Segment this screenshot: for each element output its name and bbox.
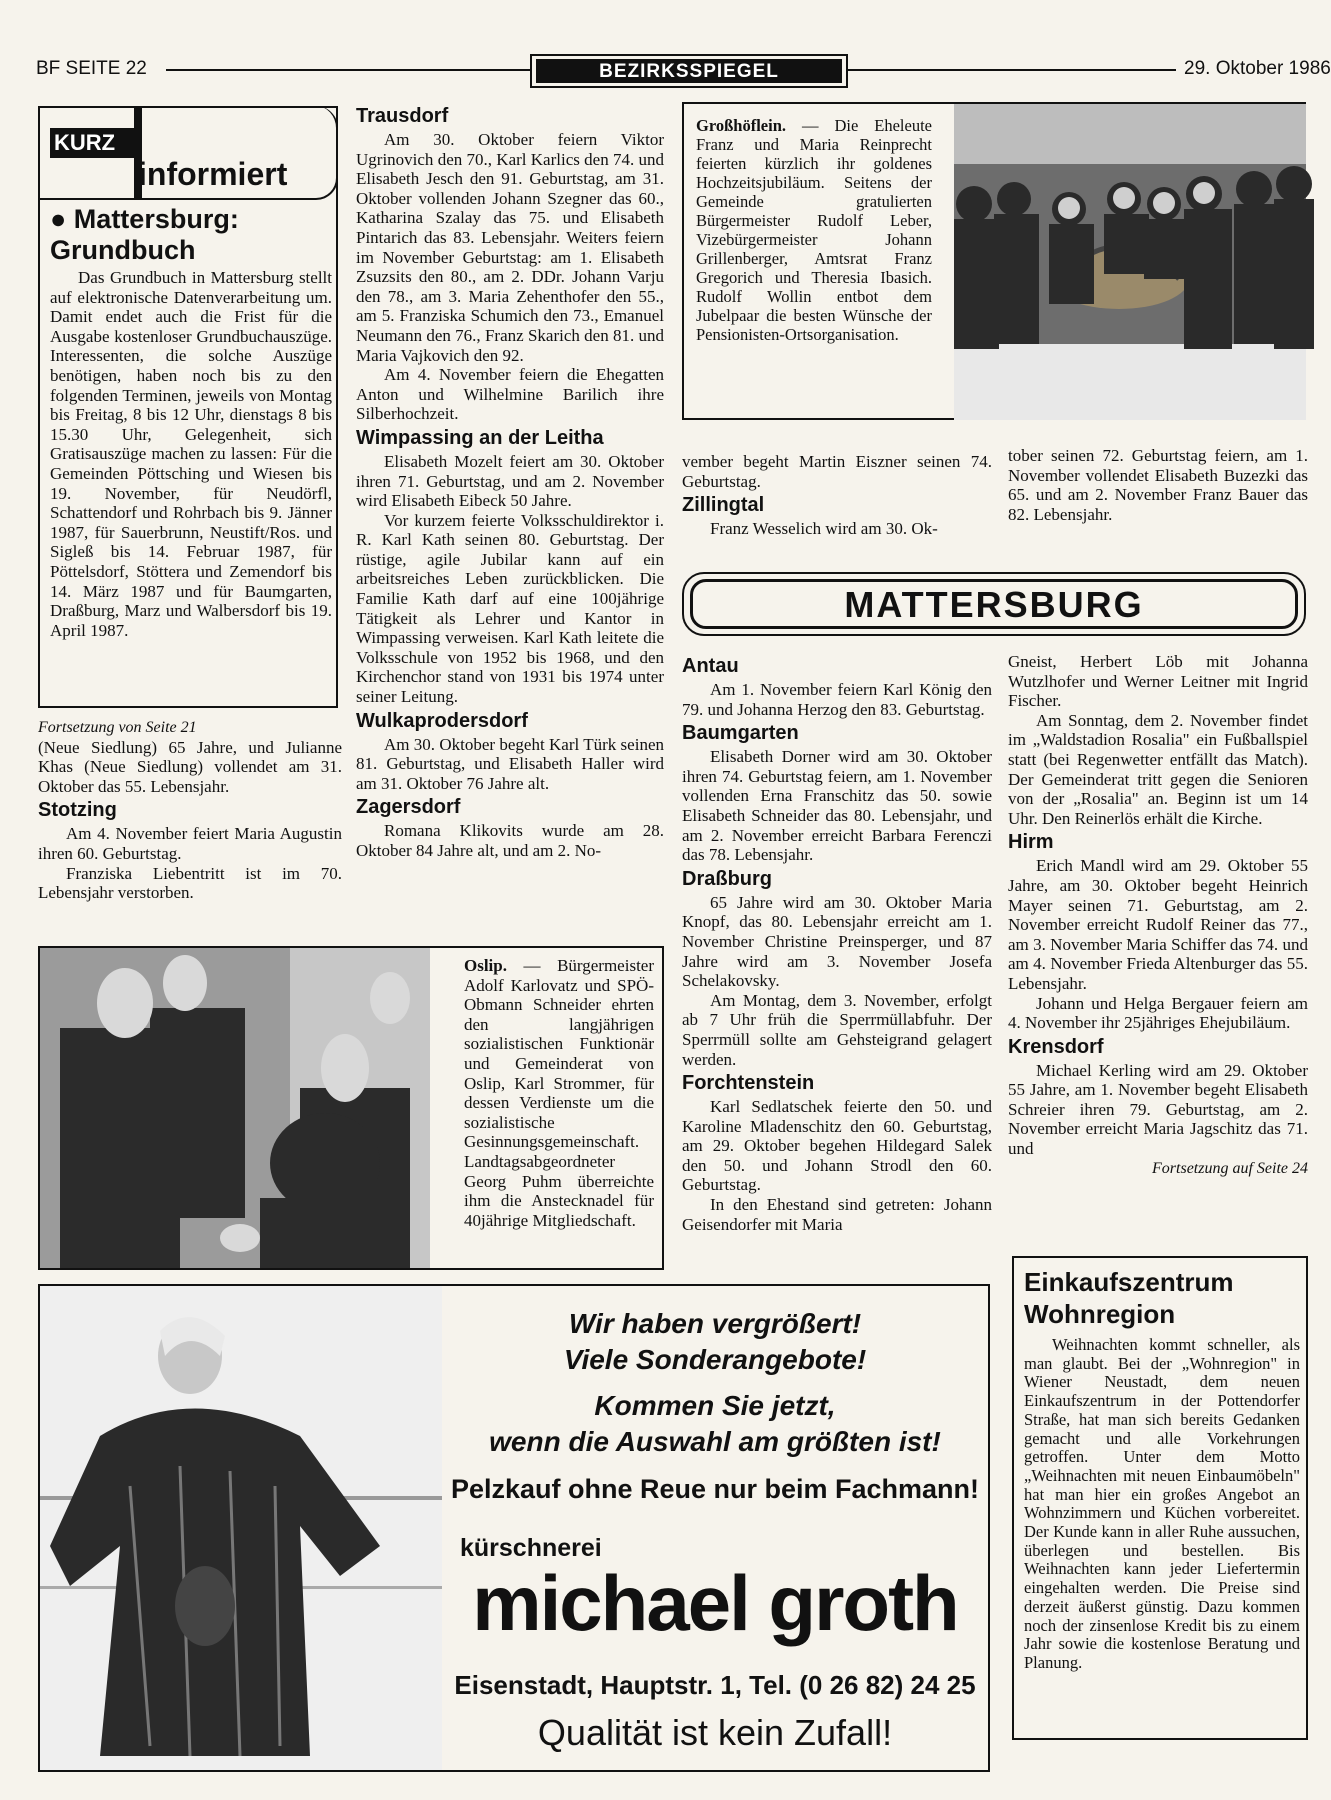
heading-zagersdorf: Zagersdorf xyxy=(356,796,461,819)
mid-col-b: tober seinen 72. Geburtstag feiern, am 1. November vollendet Elisabeth Buzezki das 65. und am 2. November Franz Bauer das 82. Lebensjahr. xyxy=(1008,446,1308,524)
mid-col-a: vember begeht Martin Eiszner seinen 74. Geburtstag. Zillingtal Franz Wesselich wird am 30. Ok- xyxy=(682,452,992,539)
grosshoeflein-box xyxy=(682,102,1306,420)
heading-wimpassing: Wimpassing an der Leitha xyxy=(356,426,604,449)
continued-on-label: Fortsetzung auf Seite 24 xyxy=(1152,1159,1308,1177)
kurz-informiert-box xyxy=(38,106,338,708)
kurz-tag: KURZ xyxy=(54,130,116,155)
oslip-box xyxy=(38,946,664,1270)
kurz-title: informiert xyxy=(138,156,288,192)
col1-continuation: Fortsetzung von Seite 21 (Neue Siedlung) 65 Jahre, und Julianne Khas (Neue Siedlung) vollendet am 31. Oktober das 55. Lebensjahr. Stotzing Am 4. November feiert Maria Augustin ihren 60. Geburtstag. Franziska Liebentritt ist im 70. Lebensjahr verstorben. xyxy=(38,719,342,903)
grosshoeflein-lead: Großhöflein. xyxy=(696,116,787,135)
ad-line-1: Wir haben vergrößert! xyxy=(568,1308,862,1339)
wohnregion-title: Einkaufszentrum Wohnregion xyxy=(1024,1267,1234,1329)
photo-golden-wedding xyxy=(954,104,1306,420)
ad-brand-small: kürschnerei xyxy=(460,1534,602,1562)
photo-fur-model-image xyxy=(40,1286,442,1770)
oslip-caption: Oslip. — Bürgermeister Adolf Karlovatz und SPÖ-Obmann Schneider ehrten den langjährigen sozialistischen Funktionär und Gemeinderat von Oslip, Karl Strommer, für dessen Verdienste um die sozialistische Gesinnungsgemeinschaft. Landtagsabgeordneter Georg Puhm überreichte ihm die Anstecknadel für 40jährige Mitgliedschaft. xyxy=(464,956,654,1230)
heading-krensdorf: Krensdorf xyxy=(1008,1035,1104,1058)
heading-antau: Antau xyxy=(682,655,739,677)
photo-oslip-image xyxy=(40,948,430,1268)
heading-zillingtal: Zillingtal xyxy=(682,494,765,517)
page-number: BF SEITE 22 xyxy=(36,58,147,79)
mattersburg-col-b: Gneist, Herbert Löb mit Johanna Wutzlhofer und Werner Leitner mit Ingrid Fischer. Am Sonntag, dem 2. November findet im „Waldstadion Rosalia" ein Fußballspiel statt (bei Regenwetter entfällt das Match). Der Gemeinderat tritt gegen die Senioren von der „Rosalia" an. Beginn ist um 14 Uhr. Den Reinerlös erhält die Kirche. Hirm Erich Mandl wird am 29. Oktober 55 Jahre, am 30. Oktober begeht Heinrich Mayer seinen 71. Geburtstag, am 2. November erreicht Rudolf Reiner das 77., am 3. November Maria Schiffer das 74. und am 4. November Frieda Altenburger das 55. Lebensjahr. Johann und Helga Bergauer feiern am 4. November ihr 25jähriges Ehejubiläum. Krensdorf Michael Kerling wird am 29. Oktober 55 Jahre, am 1. November begeht Elisabeth Schreier ihren 79. Geburtstag, am 2. November erreicht Maria Jagschitz das 71. und Fortsetzung auf Seite 24 xyxy=(1008,652,1308,1177)
wohnregion-text: Weihnachten kommt schneller, als man glaubt. Bei der „Wohnregion" in Wiener Neustadt, dem neuen Einkaufszentrum in der Pottendorfer Straße, hat man sich bereits Gedanken gemacht und alle Vorkehrungen getroffen. Unter dem Motto „Weihnachten mit neuen Einbaumöbeln" hat man hier ein großes Angebot an Wohnzimmern und Küchen vorbereitet. Der Kunde kann in aller Ruhe aussuchen, überlegen und bestellen. Bis Weihnachten kann jeder Liefertermin eingehalten werden. Die Preise sind derzeit äußerst günstig. Dazu kommen noch der zinsenlose Kredit bis zu einem Jahr sowie die kostenlose Beratung und Planung. xyxy=(1024,1335,1300,1672)
photo-oslip-award xyxy=(40,948,430,1268)
photo-golden-wedding-image xyxy=(954,104,1306,420)
heading-forchtenstein: Forchtenstein xyxy=(682,1072,815,1095)
ad-line-5: Pelzkauf ohne Reue nur beim Fachmann! xyxy=(450,1474,980,1504)
kurz-heading xyxy=(38,106,338,200)
mattersburg-banner xyxy=(682,572,1306,636)
heading-trausdorf: Trausdorf xyxy=(356,105,449,127)
mattersburg-col-a: Antau Am 1. November feiern Karl König den 79. und Johanna Herzog den 83. Geburtstag. Baumgarten Elisabeth Dorner wird am 30. Oktober ihren 74. Geburtstag feiern, am 1. November vollenden Erna Franschitz das 50. sowie Elisabeth Schneider das 80. Lebensjahr, und am 2. November erreicht Barbara Ferenczi das 78. Lebensjahr. Draßburg 65 Jahre wird am 30. Oktober Maria Knopf, das 80. Lebensjahr erreicht am 1. November Christine Preinsperger, und 87 Jahre wird am 3. November Josefa Schelakovsky. Am Montag, dem 3. November, erfolgt ab 7 Uhr früh die Sperrmüllabfuhr. Der Sperrmüll sollte am Gehsteigrand gelagert werden. Forchtenstein Karl Sedlatschek feierte den 50. und Karoline Mladenschitz den 60. Geburtstag, am 29. Oktober begehen Hildegard Salek den 50. und Johann Strodl den 60. Geburtstag. In den Ehestand sind getreten: Johann Geisendorfer mit Maria xyxy=(682,655,992,1234)
kurz-headline: ● Mattersburg: Grundbuch xyxy=(50,204,239,265)
col2-text: Trausdorf Am 30. Oktober feiern Viktor Ugrinovich den 70., Karl Karlics den 74. und Elisabeth Jesch den 91. Geburtstag, am 31. Oktober vollenden Johann Szegner das 60., Katharina Szalay das 75. und Elisabeth Pintarich das 83. Lebensjahr. Weiters feiern im November Geburtstag: am 1. Elisabeth Zsuzsits den 80., am 2. DDr. Johann Varju den 78., am 3. Maria Zehenthofer den 55., am 5. Franziska Schumich den 73., Emanuel Neumann den 76., Franz Skarich den 81. und Maria Vajkovich den 92. Am 4. November feiern die Ehegatten Anton und Wilhelmine Barilich ihre Silberhochzeit. Wimpassing an der Leitha Elisabeth Mozelt feiert am 30. Oktober ihren 71. Geburtstag, und am 2. November wird Elisabeth Eibeck 50 Jahre. Vor kurzem feierte Volksschuldirektor i. R. Karl Kath seinen 80. Geburtstag. Der rüstige, agile Jubilar kann auf ein arbeitsreiches Leben zurückblicken. Die Familie Kath darf auf eine 100jährige Tätigkeit als Lehrer und Kantor in Wimpassing verweisen. Karl Kath leitete die Volksschule von 1952 bis 1968, und den Kirchenchor stand von 1931 bis 1974 unter seiner Leitung. Wulkaprodersdorf Am 30. Oktober begeht Karl Türk seinen 81. Geburtstag, und Elisabeth Haller wird am 31. Oktober 76 Jahre alt. Zagersdorf Romana Klikovits wurde am 28. Oktober 84 Jahre alt, und am 2. No- xyxy=(356,105,664,860)
ad-line-2: Viele Sonderangebote! xyxy=(563,1344,867,1375)
heading-stotzing: Stotzing xyxy=(38,799,117,822)
heading-drassburg: Draßburg xyxy=(682,867,772,890)
continued-from-label: Fortsetzung von Seite 21 xyxy=(38,719,197,736)
ad-brand: michael groth xyxy=(472,1559,958,1647)
heading-hirm: Hirm xyxy=(1008,831,1054,854)
section-title-box xyxy=(530,54,848,88)
mattersburg-title: MATTERSBURG xyxy=(844,584,1144,625)
ad-address: Eisenstadt, Hauptstr. 1, Tel. (0 26 82) 24 25 xyxy=(454,1670,976,1700)
kurz-body: Das Grundbuch in Mattersburg stellt auf elektronische Datenverarbeitung um. Damit endet auch die Frist für die Ausgabe kostenloser Grundbuchauszüge. Interessenten, die solche Auszüge benötigen, haben noch bis zu den folgenden Terminen, jeweils von Montag bis Freitag, 8 bis 12 Uhr, dienstags 8 bis 15.30 Uhr, Gelegenheit, sich Gratisauszüge machen zu lassen: Für die Gemeinden Pöttsching und Wiesen bis 19. November, für Neudörfl, Schattendorf und Rohrbach bis 9. Jänner 1987, für Sauerbrunn, Neustift/Ros. und Sigleß bis 14. Februar 1987, für Pöttelsdorf, Stöttera und Zemendorf bis 14. März 1987 und für Baumgarten, Draßburg, Marz und Walbersdorf bis 19. April 1987. xyxy=(50,268,332,640)
section-title: BEZIRKSSPIEGEL xyxy=(599,61,779,82)
header-bar xyxy=(36,54,1331,88)
grosshoeflein-caption: Großhöflein. — Die Eheleute Franz und Maria Reinprecht feierten kürzlich ihr goldenes Hochzeitsjubiläum. Seitens der Gemeinde gratulierten Bürgermeister Rudolf Leber, Vizebürgermeister Johann Grillenberger, Amtsrat Franz Gregorich und Theresia Ibasich. Rudolf Wollin entbot dem Jubelpaar die besten Wünsche der Pensionisten-Ortsorganisation. xyxy=(696,116,932,344)
advertisement-groth xyxy=(38,1284,990,1772)
heading-wulkaprodersdorf: Wulkaprodersdorf xyxy=(356,709,528,732)
heading-baumgarten: Baumgarten xyxy=(682,722,799,745)
ad-line-4: wenn die Auswahl am größten ist! xyxy=(489,1426,941,1457)
ad-slogan: Qualität ist kein Zufall! xyxy=(537,1712,893,1753)
photo-fur-model xyxy=(40,1286,442,1770)
issue-date: 29. Oktober 1986 xyxy=(1184,58,1331,79)
wohnregion-box xyxy=(1012,1256,1308,1740)
ad-line-3: Kommen Sie jetzt, xyxy=(594,1390,836,1421)
oslip-lead: Oslip. xyxy=(464,956,507,975)
